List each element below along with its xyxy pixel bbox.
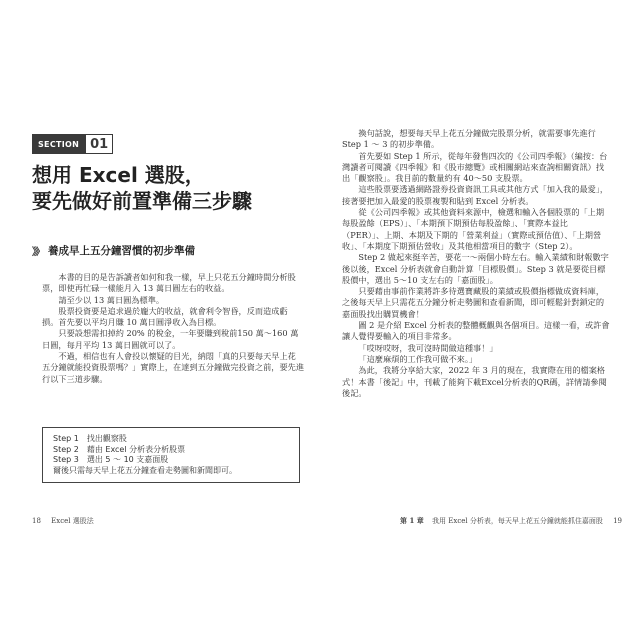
paragraph: 本書的目的是告訴讀者如何和我一樣，早上只花五分鐘時間分析股票，即使再忙碌一樣能月入 13 萬日圓左右的收益。 — [42, 272, 296, 294]
section-badge — [32, 134, 113, 154]
section-number: 01 — [85, 134, 113, 154]
title-line-1: 想用 Excel 選股， — [32, 163, 205, 187]
paragraph: 為此，我將分享給大家，2022 年 3 月的現在，我實際在用的檔案格式！本書「後記」中，刊載了能夠下載Excel分析表的QR碼，詳情請參閱後記。 — [342, 365, 607, 398]
left-footer — [32, 516, 94, 526]
chapter-title — [32, 162, 292, 214]
paragraph: 從《公司四季報》或其他資料來源中，檢選和輸入各個股票的「上期每股盈餘（EPS）」、「本期預下期預估每股盈餘」、「實際本益比（PER）」、上期、本期及下期的「營業利益」（實際或預估值）、「上期營收」、「本期度下期預估營收」及其他相當項目的數字（Step 2）。 — [342, 207, 605, 251]
step-item: Step 3 選出 5 ～ 10 支嘉面股 — [53, 455, 169, 464]
title-line-2: 要先做好前置準備三步驟 — [32, 189, 252, 213]
page-number: 19 — [613, 517, 622, 525]
paragraph: 只要藉由事前作業將許多待選寶藏股的業績或股價指標做成資料庫，之後每天早上只需花五分鐘分析走勢圖和查看新聞，即可輕鬆針對鎖定的嘉面股找出購買機會！ — [342, 286, 605, 319]
subheading-text: 養成早上五分鐘習慣的初步準備 — [48, 245, 195, 257]
running-head: Excel 選股法 — [51, 517, 94, 525]
double-chevron-icon: 》》 — [32, 247, 43, 258]
step-item: Step 1 找出觀察股 — [53, 434, 127, 443]
paragraph: 股票投資要是追求過於龐大的收益，就會利令智昏，反而造成虧損。首先要以平均月賺 10 萬日圓淨收入為目標。 — [42, 305, 288, 328]
paragraph: 這些股票要透過網路證券投資資訊工具或其他方式「加入我的最愛」，接著要把加入最愛的股票複製和貼到 Excel 分析表。 — [342, 184, 609, 206]
paragraph: 換句話說，想要每天早上花五分鐘做完股票分析，就需要事先進行 Step 1 ～ 3 的初步準備。 — [342, 128, 596, 150]
right-body-text — [342, 128, 610, 399]
running-head: 我用 Excel 分析表，每天早上花五分鐘就能抓住嘉面股 — [432, 517, 603, 525]
paragraph: 不過，相信也有人會投以懷疑的目光，納悶「真的只要每天早上花五分鐘就能投資股票嗎？」實際上，在達到五分鐘做完投資之前，要先進行以下三道步驟。 — [42, 351, 305, 384]
subheading — [32, 243, 195, 258]
left-body-text — [42, 272, 304, 385]
right-page — [320, 0, 640, 640]
section-label: SECTION — [32, 134, 85, 154]
paragraph: 「這麼麻煩的工作我可做不來。」 — [358, 353, 478, 364]
paragraph: 請至少以 13 萬日圓為標準。 — [58, 294, 165, 305]
paragraph: 圖 2 是介紹 Excel 分析表的整體概觀與各個項目。這樣一看，或許會讓人覺得要輸入的項目非常多。 — [342, 320, 610, 342]
paragraph: 首先要如 Step 1 所示，從每年發售四次的《公司四季報》（編按：台灣讀者可閱讀《四季報》和《股市總覽》或相關網站來查詢相關資訊）找出「觀察股」。我目前的數量約有 40～50 支股票。 — [342, 150, 608, 184]
paragraph: Step 2 做起來挺辛苦，要花一～兩個小時左右。輸入業績和財報數字後以後，Excel 分析表就會自動計算「目標股價」。Step 3 就是要從目標股價中，選出 5～10 支左右的「嘉面股」。 — [342, 252, 609, 285]
step-note: 爾後只需每天早上花五分鐘查看走勢圖和新聞即可。 — [53, 465, 237, 475]
right-footer — [400, 516, 622, 526]
chapter-label: 第 1 章 — [400, 516, 424, 525]
steps-box — [42, 427, 300, 483]
step-item: Step 2 藉由 Excel 分析表分析股票 — [53, 444, 186, 454]
paragraph: 只要設想需扣掉約 20% 的稅金，一年要賺到稅前150 萬～160 萬日圓，每月平均 13 萬日圓就可以了。 — [42, 328, 299, 350]
paragraph: 「哎呀哎呀，我可沒時間做這種事！」 — [358, 342, 498, 353]
page-number: 18 — [32, 517, 41, 525]
